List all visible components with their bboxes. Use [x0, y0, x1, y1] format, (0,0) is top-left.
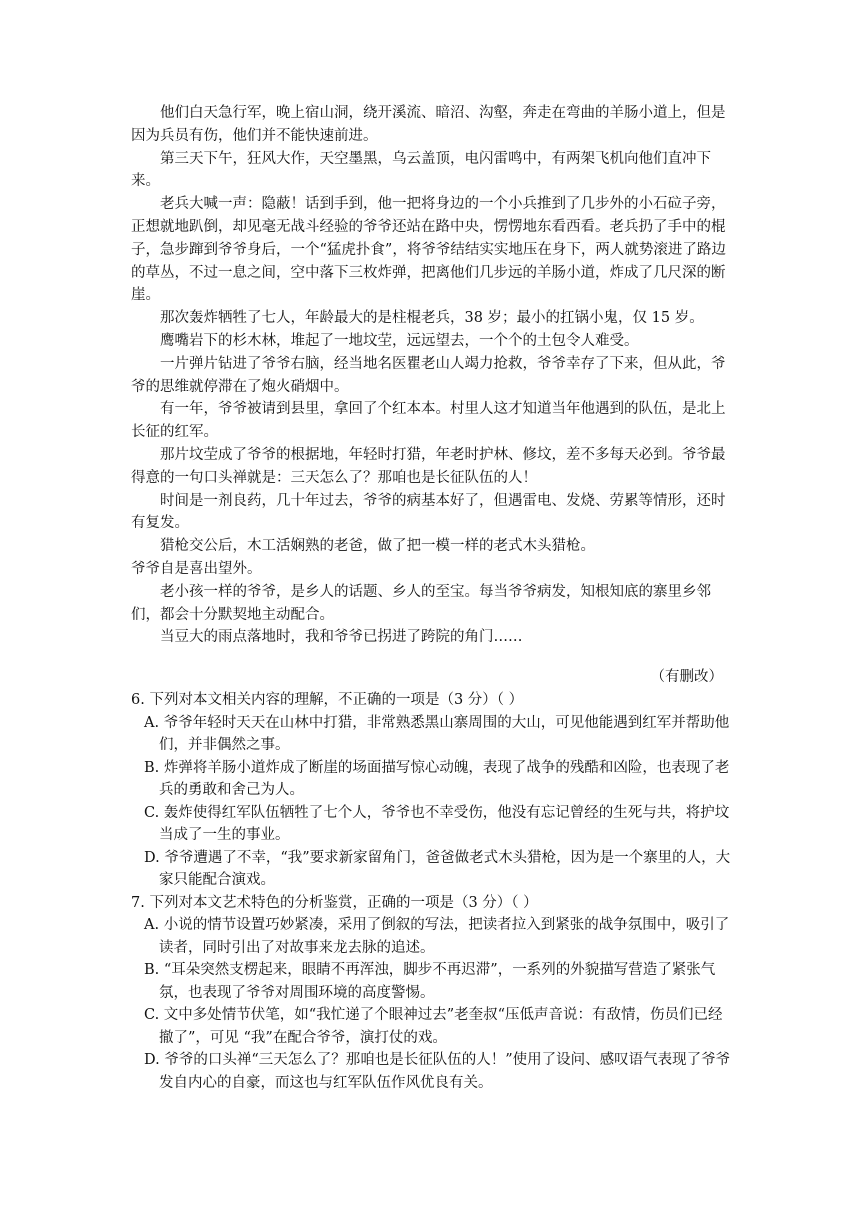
paragraph: 鹰嘴岩下的杉木林，堆起了一地坟茔，远远望去，一个个的土包令人难受。	[160, 332, 639, 349]
option-label: D.	[144, 1052, 160, 1068]
question-6	[131, 689, 731, 892]
option-text: 爷爷年轻时天天在山林中打猎，非常熟悉黑山寨周围的大山，可见他能遇到红军并帮助他们，并非偶然之事。	[159, 714, 730, 753]
option-label: B.	[144, 962, 160, 978]
paragraph: 老兵大喊一声：隐蔽！话到手到，他一把将身边的一个小兵推到了几步外的小石砬子旁，正想就地趴倒，却见毫无战斗经验的爷爷还站在路中央，愣愣地东看西看。老兵扔了手中的棍子，急步蹿到爷爷身后，一个“猛虎扑食”，将爷爷结结实实地压在身下，两人就势滚进了路边的草丛，不过一息之间，空中落下三枚炸弹，把离他们几步远的羊肠小道，炸成了几尺深的断崖。	[131, 196, 726, 304]
option-d	[144, 847, 731, 892]
paragraph: 老小孩一样的爷爷，是乡人的话题、乡人的至宝。每当爷爷病发，知根知底的寨里乡邻们，都会十分默契地主动配合。	[131, 583, 711, 623]
option-label: D.	[144, 849, 160, 866]
paragraph: 那片坟茔成了爷爷的根据地，年轻时打猎，年老时护林、修坟，差不多每天必到。爷爷最得意的一句口头禅就是：三天怎么了？那咱也是长征队伍的人！	[131, 446, 726, 486]
option-label: A.	[144, 714, 160, 731]
story-passage	[131, 102, 731, 649]
paragraph: 第三天下午，狂风大作，天空墨黑，乌云盖顶，电闪雷鸣中，有两架飞机向他们直冲下来。	[131, 150, 711, 190]
question-7	[131, 892, 731, 1095]
paragraph: 有一年，爷爷被请到县里，拿回了个红本本。村里人这才知道当年他遇到的队伍，是北上长征的红军。	[131, 401, 726, 441]
option-b	[144, 959, 731, 1004]
option-a	[144, 712, 731, 757]
option-c	[144, 802, 731, 847]
option-text: 爷爷遭遇了不幸，“我”要求新家留角门，爸爸做老式木头猎枪，因为是一个寨里的人，大家只能配合演戏。	[159, 849, 731, 888]
option-a	[144, 914, 731, 959]
paragraph: 他们白天急行军，晚上宿山洞，绕开溪流、暗沼、沟壑，奔走在弯曲的羊肠小道上，但是因为兵员有伤，他们并不能快速前进。	[131, 105, 726, 144]
option-d	[144, 1049, 731, 1094]
paragraph: 一片弹片钻进了爷爷右脑，经当地名医瞿老山人竭力抢救，爷爷幸存了下来，但从此，爷爷的思维就停滞在了炮火硝烟中。	[131, 355, 726, 395]
option-text: 炸弹将羊肠小道炸成了断崖的场面描写惊心动魄，表现了战争的残酷和凶险，也表现了老兵的勇敢和舍己为人。	[159, 759, 730, 798]
paragraph: 那次轰炸牺牲了七人，年龄最大的是柱棍老兵，38 岁；最小的扛锅小鬼，仅 15 岁。	[160, 310, 704, 327]
option-text: 爷爷的口头禅“三天怎么了？那咱也是长征队伍的人！”使用了设问、感叹语气表现了爷爷发自内心的自豪，而这也与红军队伍作风优良有关。	[159, 1052, 731, 1091]
option-c	[144, 1004, 731, 1049]
option-label: A.	[144, 917, 160, 933]
option-text: 小说的情节设置巧妙紧凑，采用了倒叙的写法，把读者拉入到紧张的战争氛围中，吸引了读者，同时引出了对故事来龙去脉的追述。	[159, 917, 730, 956]
paragraph: 猎枪交公后，木工活娴熟的老爸，做了把一模一样的老式木头猎枪。	[160, 538, 595, 555]
questions-section	[131, 689, 731, 1094]
option-text: 轰炸使得红军队伍牺牲了七个人，爷爷也不幸受伤，他没有忘记曾经的生死与共，将护坟当成了一生的事业。	[159, 804, 730, 843]
option-text: 文中多处情节伏笔，如“我忙递了个眼神过去”老奎叔“压低声音说：有敌情，伤员们已经撤了”，可见 “我”在配合爷爷，演打仗的戏。	[159, 1007, 723, 1046]
option-text: “耳朵突然支楞起来，眼睛不再浑浊，脚步不再迟滞”，一系列的外貌描写营造了紧张气氛，也表现了爷爷对周围环境的高度警惕。	[159, 962, 716, 1001]
paragraph: 时间是一剂良药，几十年过去，爷爷的病基本好了，但遇雷电、发烧、劳累等情形，还时有复发。	[131, 492, 726, 532]
option-b	[144, 757, 731, 802]
question-stem: 7. 下列对本文艺术特色的分析鉴赏，正确的一项是（3 分）（ ）	[131, 894, 538, 911]
option-label: C.	[144, 1007, 160, 1023]
abridged-note: （有删改）	[650, 669, 723, 685]
paragraph: 当豆大的雨点落地时，我和爷爷已拐进了跨院的角门……	[160, 629, 523, 646]
paragraph: 爷爷自是喜出望外。	[131, 560, 262, 577]
option-label: B.	[144, 759, 160, 776]
question-stem: 6. 下列对本文相关内容的理解，不正确的一项是（3 分）（ ）	[131, 692, 524, 708]
option-label: C.	[144, 804, 160, 821]
